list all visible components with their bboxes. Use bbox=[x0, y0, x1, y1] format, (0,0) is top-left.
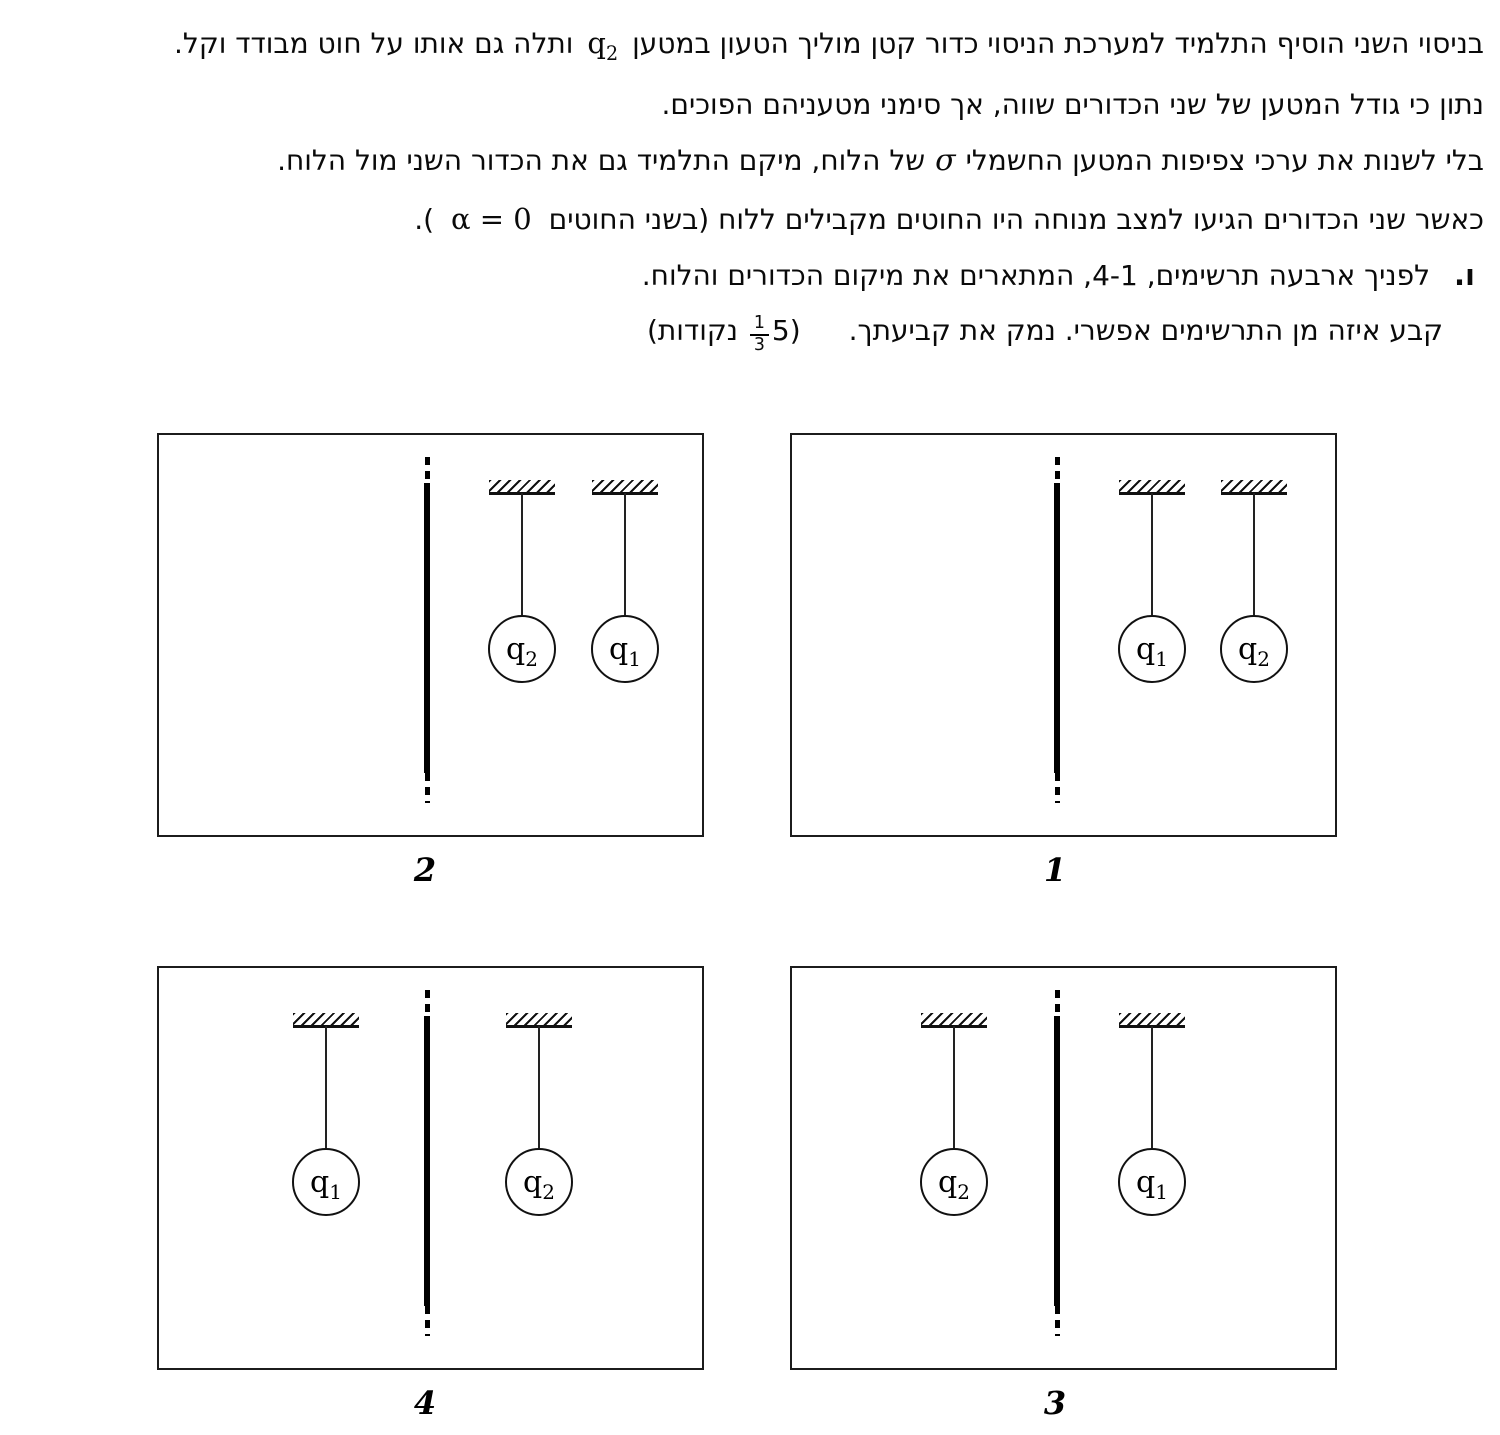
charge-label bbox=[1238, 631, 1270, 671]
charge-subscript: 2 bbox=[605, 41, 619, 65]
problem-line-1 bbox=[174, 24, 1484, 73]
plate-dashed-top bbox=[1055, 990, 1060, 1016]
charge-q2-symbol bbox=[587, 26, 619, 65]
line1-text-before: בניסוי השני הוסיף התלמיד למערכת הניסוי כדור קטן מוליך הטעון במטען bbox=[632, 27, 1484, 60]
plate-solid-segment bbox=[1054, 483, 1060, 773]
line1-text-after: ותלה גם אותו על חוט מבודד וקל. bbox=[174, 27, 574, 60]
diagram-number-label: 2 bbox=[413, 851, 437, 889]
points-close-paren: ) bbox=[646, 314, 658, 347]
charged-ball bbox=[920, 1148, 988, 1216]
problem-line-4 bbox=[414, 200, 1484, 239]
pendulum-string bbox=[1253, 493, 1255, 615]
diagram-box bbox=[157, 966, 704, 1370]
pendulum-string bbox=[325, 1026, 327, 1148]
charge-label-base: q bbox=[1136, 1164, 1156, 1200]
charge-label-subscript: 1 bbox=[329, 1179, 342, 1204]
charge-label-base: q bbox=[310, 1164, 330, 1200]
diagram-box bbox=[790, 966, 1337, 1370]
charged-plate bbox=[424, 990, 430, 1336]
charged-ball bbox=[505, 1148, 573, 1216]
plate-dashed-top bbox=[425, 990, 430, 1016]
charged-ball bbox=[1118, 615, 1186, 683]
line5-text-before: לפניך ארבעה תרשימים, bbox=[1146, 259, 1431, 292]
charged-plate bbox=[1054, 457, 1060, 803]
problem-line-2 bbox=[661, 86, 1484, 124]
points-note bbox=[646, 313, 801, 355]
points-unit: נקודות bbox=[657, 314, 738, 347]
charged-plate bbox=[424, 457, 430, 803]
line4-text-before: כאשר שני הכדורים הגיעו למצב מנוחה היו החוטים מקבילים ללוח (בשני החוטים bbox=[548, 203, 1484, 236]
charge-label bbox=[1136, 1164, 1168, 1204]
diagram-range: 4-1 bbox=[1092, 259, 1138, 292]
diagram-number-label: 1 bbox=[1043, 851, 1067, 889]
charge-label-subscript: 2 bbox=[957, 1179, 970, 1204]
charge-label bbox=[938, 1164, 970, 1204]
charge-label-subscript: 1 bbox=[1155, 646, 1168, 671]
pendulum-string bbox=[624, 493, 626, 615]
pendulum-string bbox=[953, 1026, 955, 1148]
sigma-symbol: σ bbox=[935, 143, 956, 178]
pendulum-string bbox=[538, 1026, 540, 1148]
diagram-box bbox=[157, 433, 704, 837]
item-letter-marker: ו. bbox=[1454, 258, 1475, 292]
fraction-denominator: 3 bbox=[753, 334, 765, 355]
line2-text: נתון כי גודל המטען של שני הכדורים שווה, אך סימני מטעניהם הפוכים. bbox=[661, 88, 1484, 121]
pendulum-string bbox=[1151, 1026, 1153, 1148]
charged-ball bbox=[1220, 615, 1288, 683]
plate-dashed-bottom bbox=[1055, 1306, 1060, 1336]
charge-label bbox=[523, 1164, 555, 1204]
question-line bbox=[642, 256, 1475, 295]
charged-ball bbox=[1118, 1148, 1186, 1216]
fraction-numerator: 1 bbox=[750, 314, 769, 335]
charge-label bbox=[609, 631, 641, 671]
plate-solid-segment bbox=[424, 483, 430, 773]
diagram-number-label: 4 bbox=[413, 1384, 437, 1422]
charge-label-subscript: 2 bbox=[1257, 646, 1270, 671]
line5-text-after: , המתארים את מיקום הכדורים והלוח. bbox=[641, 259, 1093, 292]
charged-ball bbox=[488, 615, 556, 683]
charge-label-subscript: 1 bbox=[1155, 1179, 1168, 1204]
charge-label-base: q bbox=[1136, 631, 1156, 667]
plate-solid-segment bbox=[424, 1016, 430, 1306]
plate-dashed-bottom bbox=[1055, 773, 1060, 803]
instruction-line bbox=[647, 312, 1443, 355]
alpha-zero-equation: α = 0 bbox=[450, 202, 532, 236]
plate-dashed-top bbox=[425, 457, 430, 483]
charged-ball bbox=[292, 1148, 360, 1216]
line4-text-after: ). bbox=[414, 203, 435, 236]
charge-label bbox=[1136, 631, 1168, 671]
points-open-paren: ( bbox=[789, 314, 801, 347]
diagram-number-label: 3 bbox=[1043, 1384, 1067, 1422]
plate-dashed-bottom bbox=[425, 773, 430, 803]
plate-dashed-top bbox=[1055, 457, 1060, 483]
line3-text-after: של הלוח, מיקם התלמיד גם את הכדור השני מול הלוח. bbox=[277, 144, 926, 177]
charge-label-base: q bbox=[523, 1164, 543, 1200]
charge-label-base: q bbox=[506, 631, 526, 667]
plate-dashed-bottom bbox=[425, 1306, 430, 1336]
charge-label bbox=[506, 631, 538, 671]
charge-label-base: q bbox=[1238, 631, 1258, 667]
charged-plate bbox=[1054, 990, 1060, 1336]
charge-base: q bbox=[587, 26, 606, 60]
pendulum-string bbox=[521, 493, 523, 615]
plate-solid-segment bbox=[1054, 1016, 1060, 1306]
charge-label-subscript: 2 bbox=[542, 1179, 555, 1204]
line3-text-before: בלי לשנות את ערכי צפיפות המטען החשמלי bbox=[965, 144, 1484, 177]
points-whole-number: 5 bbox=[771, 314, 790, 347]
charge-label-subscript: 2 bbox=[525, 646, 538, 671]
charge-label bbox=[310, 1164, 342, 1204]
charge-label-base: q bbox=[938, 1164, 958, 1200]
charge-label-subscript: 1 bbox=[628, 646, 641, 671]
diagram-box bbox=[790, 433, 1337, 837]
line6-text: קבע איזה מן התרשימים אפשרי. נמק את קביעתך. bbox=[848, 314, 1443, 347]
pendulum-string bbox=[1151, 493, 1153, 615]
charge-label-base: q bbox=[609, 631, 629, 667]
problem-line-3 bbox=[277, 142, 1484, 180]
charged-ball bbox=[591, 615, 659, 683]
points-fraction bbox=[750, 314, 769, 354]
